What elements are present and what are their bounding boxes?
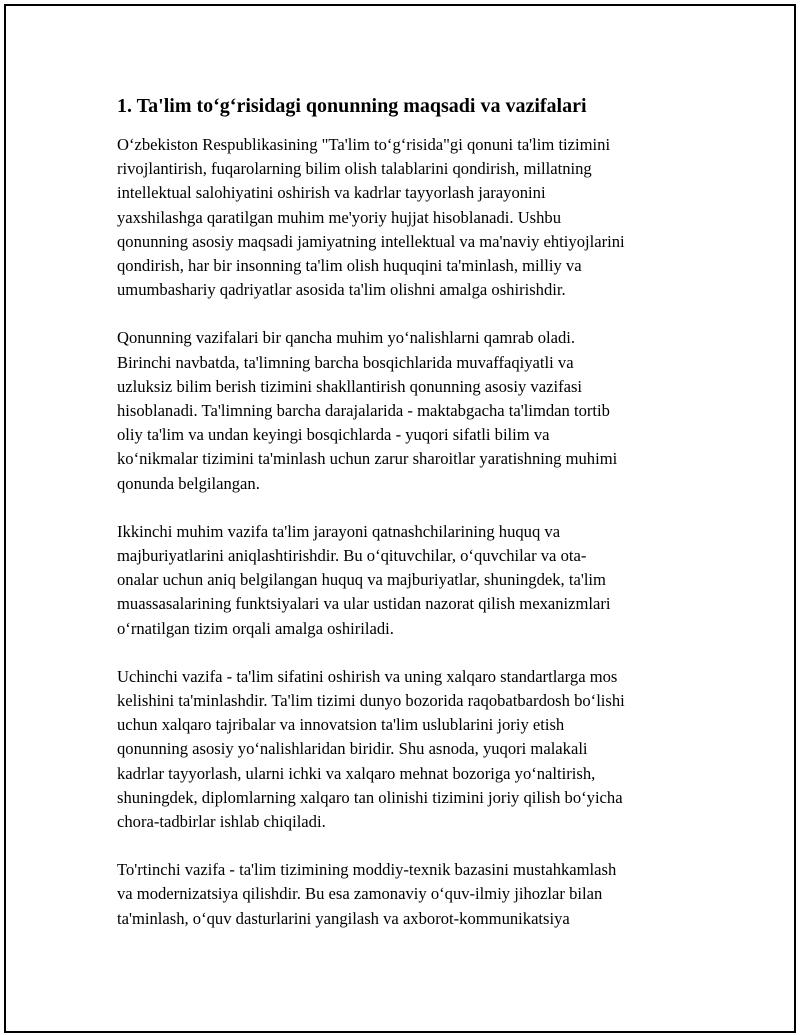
text-line: qonunning asosiy yo‘nalishlaridan biridir. Shu asnoda, yuqori malakali	[117, 739, 588, 759]
text-line: chora-tadbirlar ishlab chiqiladi.	[117, 812, 326, 832]
text-line: umumbashariy qadriyatlar asosida ta'lim olishni amalga oshirishdir.	[117, 280, 566, 300]
text-line: o‘rnatilgan tizim orqali amalga oshiriladi.	[117, 618, 394, 638]
text-line: To'rtinchi vazifa - ta'lim tizimining moddiy-texnik bazasini mustahkamlash	[117, 860, 617, 880]
text-line: muassasalarining funktsiyalari va ular ustidan nazorat qilish mexanizmlari	[117, 594, 611, 614]
text-line: kelishini ta'minlashdir. Ta'lim tizimi dunyo bozorida raqobatbardosh bo‘lishi	[117, 691, 625, 711]
text-line: ta'minlash, o‘quv dasturlarini yangilash va axborot-kommunikatsiya	[117, 908, 570, 928]
text-line: O‘zbekiston Respublikasining "Ta'lim to‘g‘risida"gi qonuni ta'lim tizimini	[117, 135, 611, 154]
paragraph-first-task	[117, 326, 702, 495]
paragraph-third-task	[117, 665, 702, 834]
text-line: qonunda belgilangan.	[117, 473, 260, 493]
text-line: onalar uchun aniq belgilangan huquq va majburiyatlar, shuningdek, ta'lim	[117, 570, 606, 590]
text-line: uchun xalqaro tajribalar va innovatsion ta'lim uslublarini joriy etish	[117, 715, 565, 735]
text-line: Birinchi navbatda, ta'limning barcha bosqichlarida muvaffaqiyatli va	[117, 352, 574, 372]
text-line: Qonunning vazifalari bir qancha muhim yo‘nalishlarni qamrab oladi.	[117, 328, 576, 348]
text-line: kadrlar tayyorlash, ularni ichki va xalqaro mehnat bozoriga yo‘naltirish,	[117, 763, 596, 783]
text-line: uzluksiz bilim berish tizimini shakllantirish qonunning asosiy vazifasi	[117, 376, 583, 396]
text-line: majburiyatlarini aniqlashtirishdir. Bu o‘qituvchilar, o‘quvchilar va ota-	[117, 546, 587, 566]
section-heading: 1. Ta'lim to‘g‘risidagi qonunning maqsadi va vazifalari	[117, 95, 587, 117]
text-line: qonunning asosiy maqsadi jamiyatning intellektual va ma'naviy ehtiyojlarini	[117, 231, 625, 251]
text-line: intellektual salohiyatini oshirish va kadrlar tayyorlash jarayonini	[117, 183, 546, 203]
text-line: Ikkinchi muhim vazifa ta'lim jarayoni qatnashchilarining huquq va	[117, 521, 561, 541]
text-line: Uchinchi vazifa - ta'lim sifatini oshirish va uning xalqaro standartlarga mos	[117, 666, 618, 686]
text-line: ko‘nikmalar tizimini ta'minlash uchun zarur sharoitlar yaratishning muhimi	[117, 449, 618, 469]
text-line: qondirish, har bir insonning ta'lim olish huquqini ta'minlash, milliy va	[117, 256, 582, 276]
text-line: hisoblanadi. Ta'limning barcha darajalarida - maktabgacha ta'limdan tortib	[117, 401, 610, 421]
paragraph-second-task	[117, 520, 702, 641]
text-line: yaxshilashga qaratilgan muhim me'yoriy hujjat hisoblanadi. Ushbu	[117, 207, 562, 227]
text-line: va modernizatsiya qilishdir. Bu esa zamonaviy o‘quv-ilmiy jihozlar bilan	[117, 884, 603, 904]
document-body	[117, 92, 702, 955]
text-line: shuningdek, diplomlarning xalqaro tan olinishi tizimini joriy qilish bo‘yicha	[117, 787, 623, 807]
paragraph-purpose	[117, 133, 702, 302]
text-line: rivojlantirish, fuqarolarning bilim olish talablarini qondirish, millatning	[117, 159, 592, 179]
text-line: oliy ta'lim va undan keyingi bosqichlarda - yuqori sifatli bilim va	[117, 425, 550, 445]
paragraph-fourth-task	[117, 858, 702, 931]
